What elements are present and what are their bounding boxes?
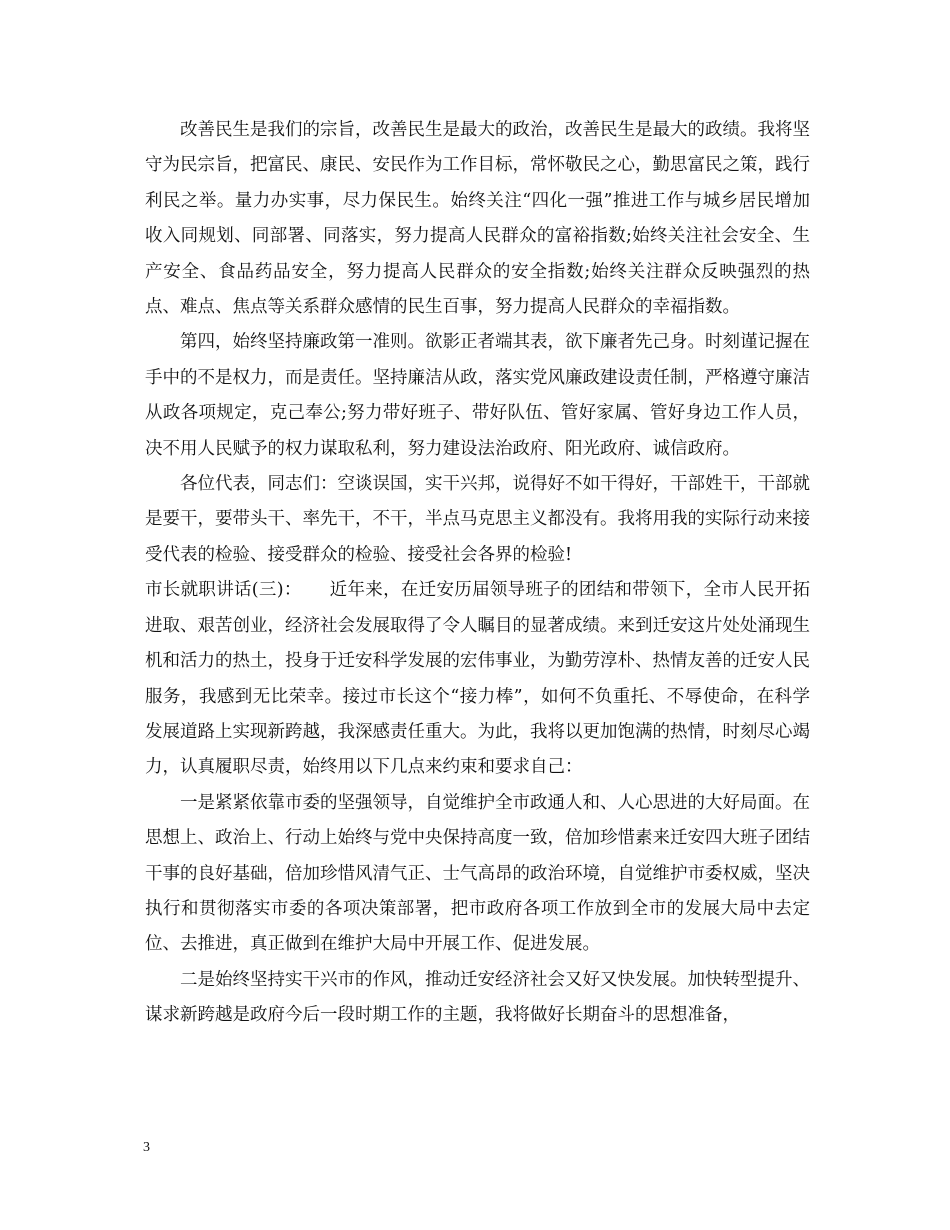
section-intro-text: 近年来，在迁安历届领导班子的团结和带领下，全市人民开拓进取、艰苦创业，经济社会发展取得了令人瞩目的显著成绩。来到迁安这片处处涌现生机和活力的热土，投身于迁安科学发展的宏伟事业，为勤劳淳朴、热情友善的迁安人民服务，我感到无比荣幸。接过市长这个“接力棒”，如何不负重托、不辱使命，在科学发展道路上实现新跨越，我深感责任重大。为此，我将以更加饱满的热情，时刻尽心竭力，认真履职尽责，始终用以下几点来约束和要求自己： bbox=[145, 580, 811, 778]
section-paragraph bbox=[145, 573, 810, 785]
paragraph-point-one: 一是紧紧依靠市委的坚强领导，自觉维护全市政通人和、人心思进的大好局面。在思想上、政治上、行动上始终与党中央保持高度一致，倍加珍惜素来迁安四大班子团结干事的良好基础，倍加珍惜风清气正、士气高昂的政治环境，自觉维护市委权威，坚决执行和贯彻落实市委的各项决策部署，把市政府各项工作放到全市的发展大局中去定位、去推进，真正做到在维护大局中开展工作、促进发展。 bbox=[145, 792, 810, 955]
page-number: 3 bbox=[143, 1140, 150, 1155]
section-heading: 市长就职讲话(三)： bbox=[145, 580, 302, 601]
paragraph-address-delegates: 各位代表，同志们：空谈误国，实干兴邦，说得好不如干得好，干部姓干，干部就是要干，要带头干、率先干，不干，半点马克思主义都没有。我将用我的实际行动来接受代表的检验、接受群众的检验、接受社会各界的检验! bbox=[145, 474, 810, 565]
body-text bbox=[145, 113, 810, 1034]
paragraph-point-two: 二是始终坚持实干兴市的作风，推动迁安经济社会又好又快发展。加快转型提升、谋求新跨越是政府今后一段时期工作的主题，我将做好长期奋斗的思想准备， bbox=[145, 969, 810, 1026]
paragraph-integrity: 第四，始终坚持廉政第一准则。欲影正者端其表，欲下廉者先己身。时刻谨记握在手中的不是权力，而是责任。坚持廉洁从政，落实党风廉政建设责任制，严格遵守廉洁从政各项规定，克己奉公;努力带好班子、带好队伍、管好家属、管好身边工作人员，决不用人民赋予的权力谋取私利，努力建设法治政府、阳光政府、诚信政府。 bbox=[145, 332, 810, 459]
paragraph-livelihood: 改善民生是我们的宗旨，改善民生是最大的政治，改善民生是最大的政绩。我将坚守为民宗旨，把富民、康民、安民作为工作目标，常怀敬民之心，勤思富民之策，践行利民之举。量力办实事，尽力保民生。始终关注“四化一强”推进工作与城乡居民增加收入同规划、同部署、同落实，努力提高人民群众的富裕指数;始终关注社会安全、生产安全、食品药品安全，努力提高人民群众的安全指数;始终关注群众反映强烈的热点、难点、焦点等关系群众感情的民生百事，努力提高人民群众的幸福指数。 bbox=[145, 120, 810, 318]
